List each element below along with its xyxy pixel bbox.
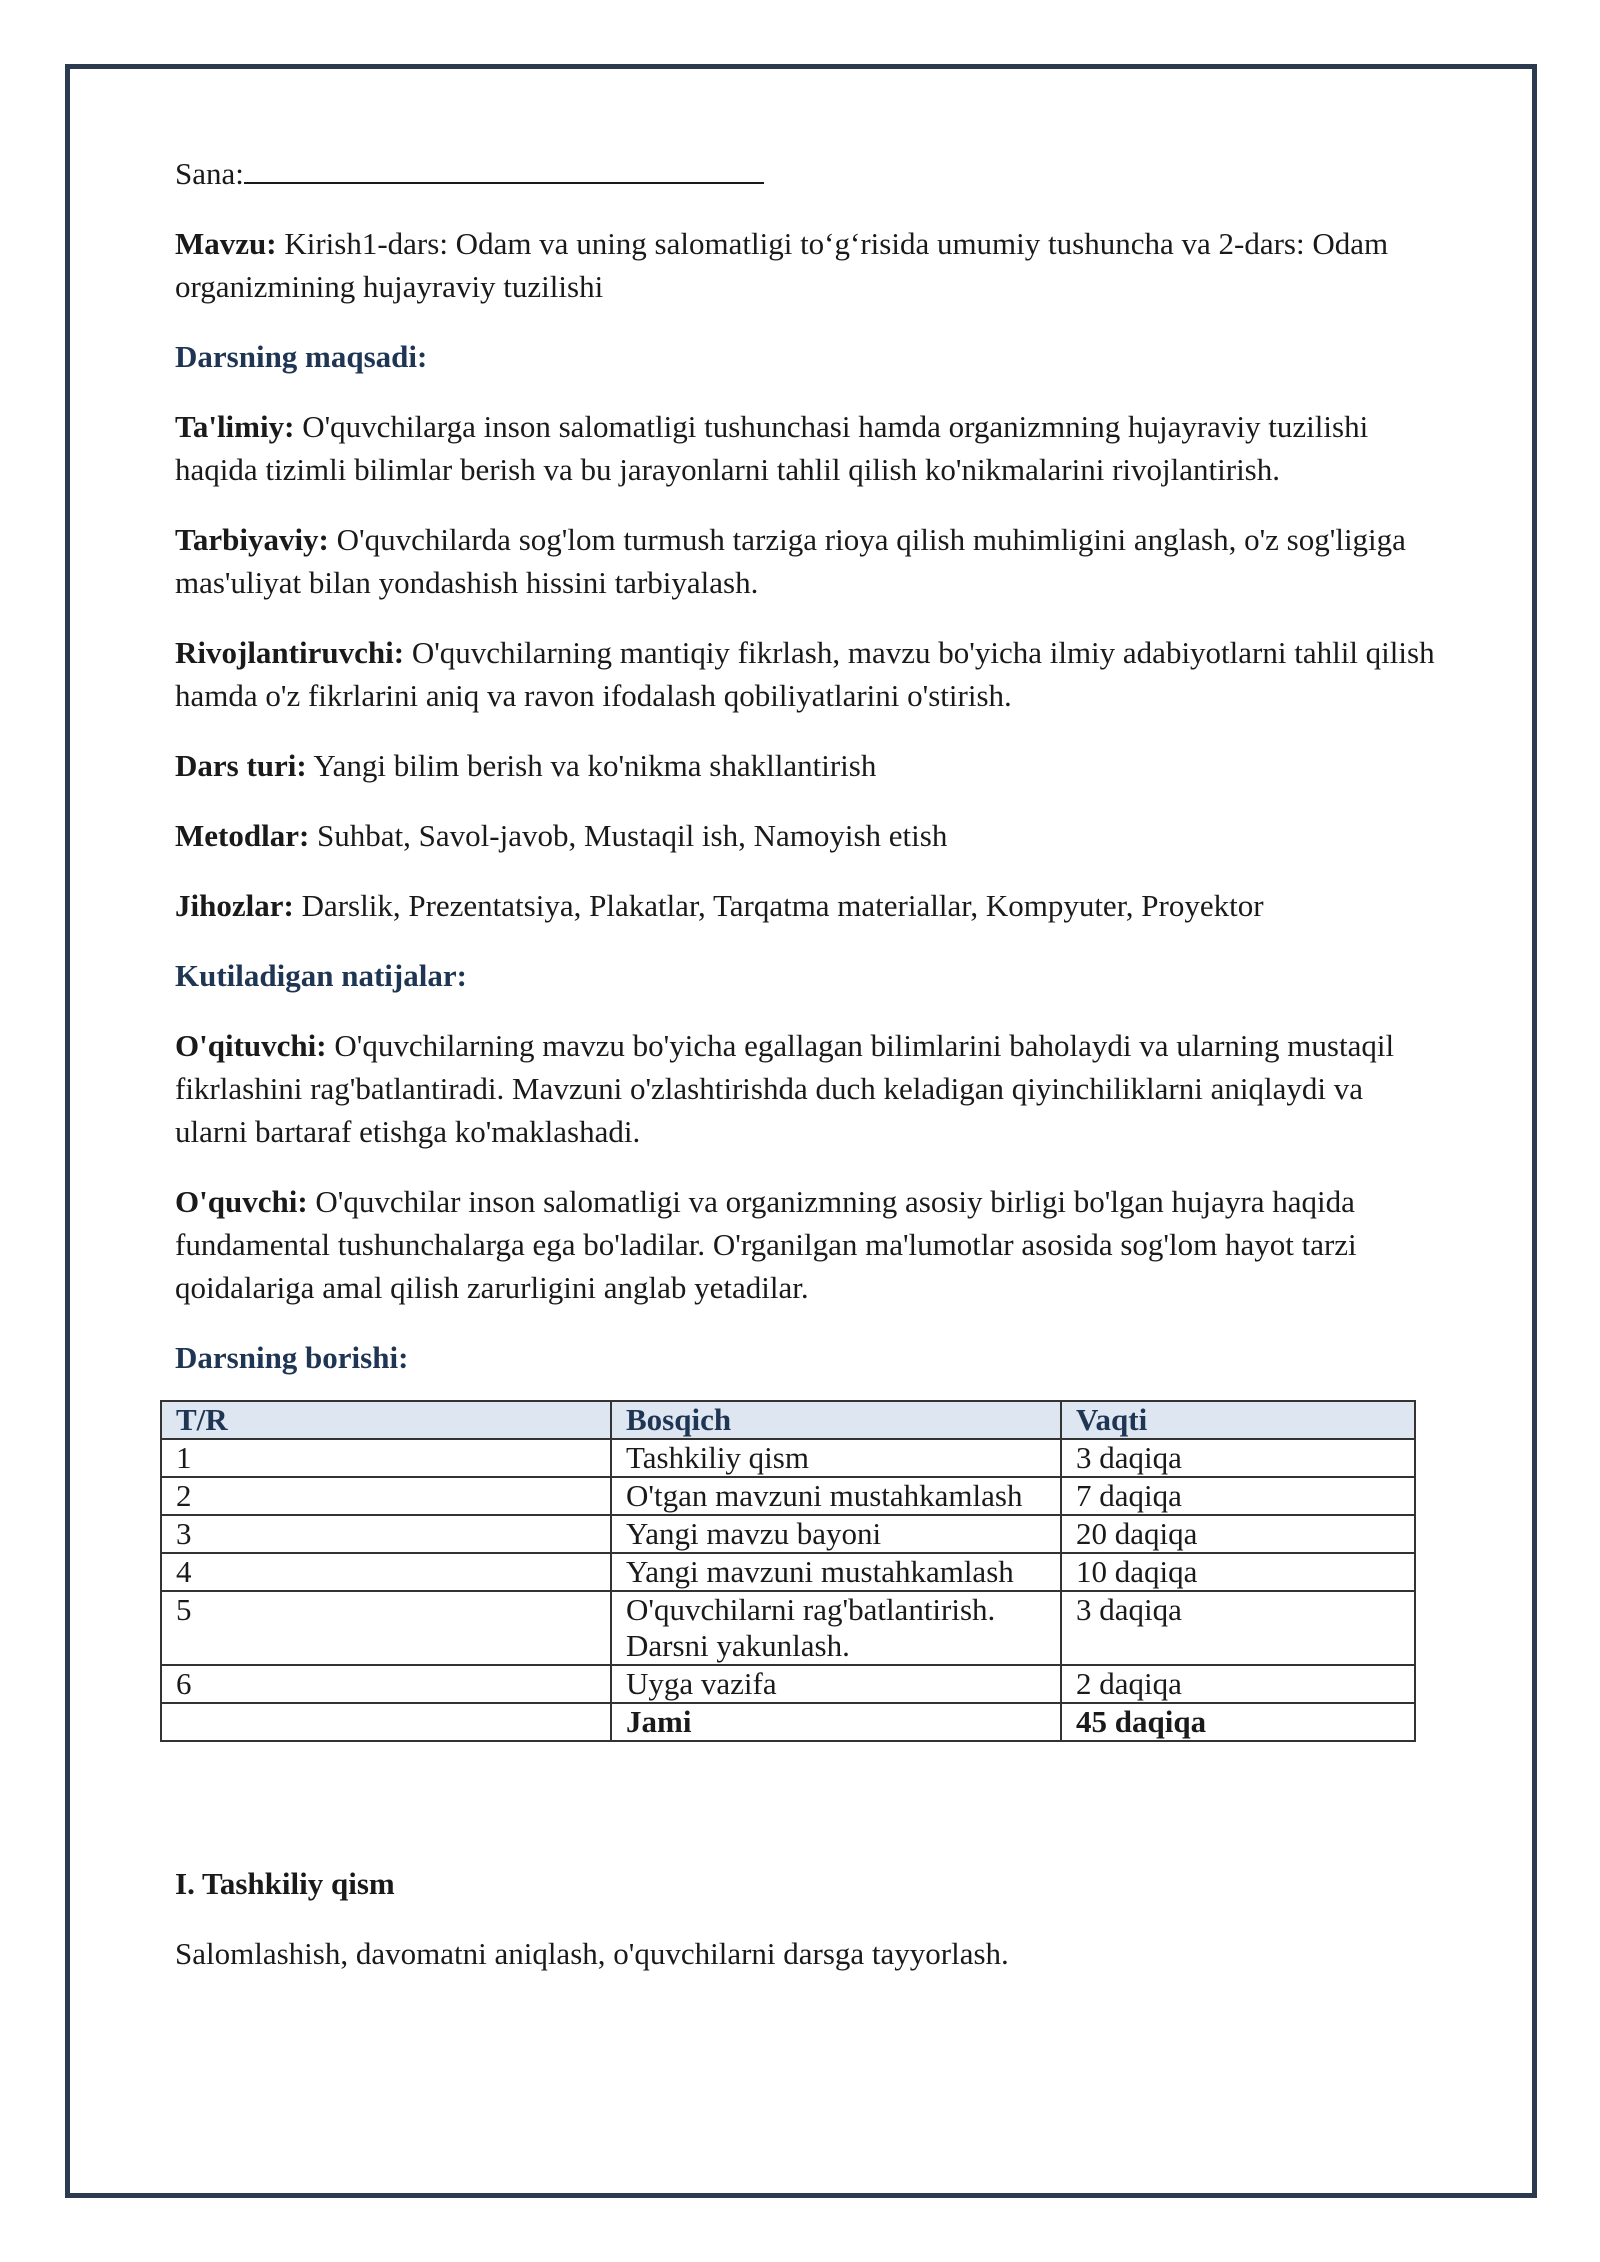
methods	[175, 814, 1435, 857]
date-line	[175, 150, 1435, 195]
topic-text: Kirish1-dars: Odam va uning salomatligi to‘g‘risida umumiy tushuncha va 2-dars: Odam organizmining hujayraviy tuzilishi	[175, 226, 1389, 304]
methods-text: Suhbat, Savol-javob, Mustaqil ish, Namoyish etish	[317, 818, 948, 853]
total-label: Jami	[611, 1703, 1061, 1741]
upbringing-goal-text: O'quvchilarda sog'lom turmush tarziga rioya qilish muhimligini anglash, o'z sog'ligiga mas'uliyat bilan yondashish hissini tarbiyalash.	[175, 522, 1406, 600]
row-number: 2	[161, 1477, 611, 1515]
date-blank-field[interactable]	[244, 150, 764, 184]
row-stage: Yangi mavzu bayoni	[611, 1515, 1061, 1553]
equipment-label: Jihozlar:	[175, 888, 294, 923]
topic-label: Mavzu:	[175, 226, 277, 261]
row-stage: Uyga vazifa	[611, 1665, 1061, 1703]
row-stage: Yangi mavzuni mustahkamlash	[611, 1553, 1061, 1591]
row-stage: O'quvchilarni rag'batlantirish. Darsni yakunlash.	[611, 1591, 1061, 1665]
row-time: 10 daqiqa	[1061, 1553, 1415, 1591]
upbringing-goal-label: Tarbiyaviy:	[175, 522, 329, 557]
lesson-flow-table	[160, 1400, 1416, 1742]
table-row	[161, 1439, 1415, 1477]
section1-heading: I. Tashkiliy qism	[175, 1866, 395, 1901]
methods-label: Metodlar:	[175, 818, 310, 853]
table-row	[161, 1515, 1415, 1553]
upbringing-goal	[175, 518, 1435, 604]
table-header-row	[161, 1401, 1415, 1439]
row-number: 4	[161, 1553, 611, 1591]
expected-results-heading: Kutiladigan natijalar:	[175, 958, 467, 993]
row-number: 6	[161, 1665, 611, 1703]
student-result-text: O'quvchilar inson salomatligi va organizmning asosiy birligi bo'lgan hujayra haqida fundamental tushunchalarga ega bo'ladilar. O'rganilgan ma'lumotlar asosida sog'lom hayot tarzi qoidalariga amal qilish zarurligini anglab yetadilar.	[175, 1184, 1357, 1305]
table-row	[161, 1665, 1415, 1703]
developmental-goal-label: Rivojlantiruvchi:	[175, 635, 405, 670]
lesson-flow-heading: Darsning borishi:	[175, 1340, 409, 1375]
goals-heading: Darsning maqsadi:	[175, 339, 428, 374]
educational-goal	[175, 405, 1435, 491]
teacher-result-text: O'quvchilarning mavzu bo'yicha egallagan bilimlarini baholaydi va ularning mustaqil fikrlashini rag'batlantiradi. Mavzuni o'zlashtirishda duch keladigan qiyinchiliklarni aniqlaydi va ularni bartaraf etishga ko'maklashadi.	[175, 1028, 1395, 1149]
lesson-type-text: Yangi bilim berish va ko'nikma shakllantirish	[313, 748, 877, 783]
student-result-label: O'quvchi:	[175, 1184, 308, 1219]
row-stage: Tashkiliy qism	[611, 1439, 1061, 1477]
section-organizational	[175, 1862, 1435, 2002]
header-tr: T/R	[161, 1401, 611, 1439]
total-number	[161, 1703, 611, 1741]
topic-paragraph	[175, 222, 1435, 308]
date-label: Sana:	[175, 156, 244, 191]
row-number: 3	[161, 1515, 611, 1553]
total-time: 45 daqiqa	[1061, 1703, 1415, 1741]
table-total-row	[161, 1703, 1415, 1741]
teacher-result-label: O'qituvchi:	[175, 1028, 327, 1063]
table-row	[161, 1553, 1415, 1591]
equipment	[175, 884, 1435, 927]
developmental-goal	[175, 631, 1435, 717]
row-time: 7 daqiqa	[1061, 1477, 1415, 1515]
header-stage: Bosqich	[611, 1401, 1061, 1439]
row-time: 3 daqiqa	[1061, 1439, 1415, 1477]
teacher-result	[175, 1024, 1435, 1153]
row-number: 5	[161, 1591, 611, 1665]
row-time: 20 daqiqa	[1061, 1515, 1415, 1553]
header-time: Vaqti	[1061, 1401, 1415, 1439]
equipment-text: Darslik, Prezentatsiya, Plakatlar, Tarqatma materiallar, Kompyuter, Proyektor	[301, 888, 1264, 923]
table-row	[161, 1591, 1415, 1665]
table-row	[161, 1477, 1415, 1515]
lesson-type	[175, 744, 1435, 787]
lesson-plan-body	[175, 150, 1435, 1406]
row-number: 1	[161, 1439, 611, 1477]
developmental-goal-text: O'quvchilarning mantiqiy fikrlash, mavzu bo'yicha ilmiy adabiyotlarni tahlil qilish hamda o'z fikrlarini aniq va ravon ifodalash qobiliyatlarini o'stirish.	[175, 635, 1435, 713]
educational-goal-label: Ta'limiy:	[175, 409, 295, 444]
row-time: 3 daqiqa	[1061, 1591, 1415, 1665]
educational-goal-text: O'quvchilarga inson salomatligi tushunchasi hamda organizmning hujayraviy tuzilishi haqida tizimli bilimlar berish va bu jarayonlarni tahlil qilish ko'nikmalarini rivojlantirish.	[175, 409, 1369, 487]
row-time: 2 daqiqa	[1061, 1665, 1415, 1703]
lesson-type-label: Dars turi:	[175, 748, 307, 783]
section1-text: Salomlashish, davomatni aniqlash, o'quvchilarni darsga tayyorlash.	[175, 1936, 1009, 1971]
student-result	[175, 1180, 1435, 1309]
row-stage: O'tgan mavzuni mustahkamlash	[611, 1477, 1061, 1515]
